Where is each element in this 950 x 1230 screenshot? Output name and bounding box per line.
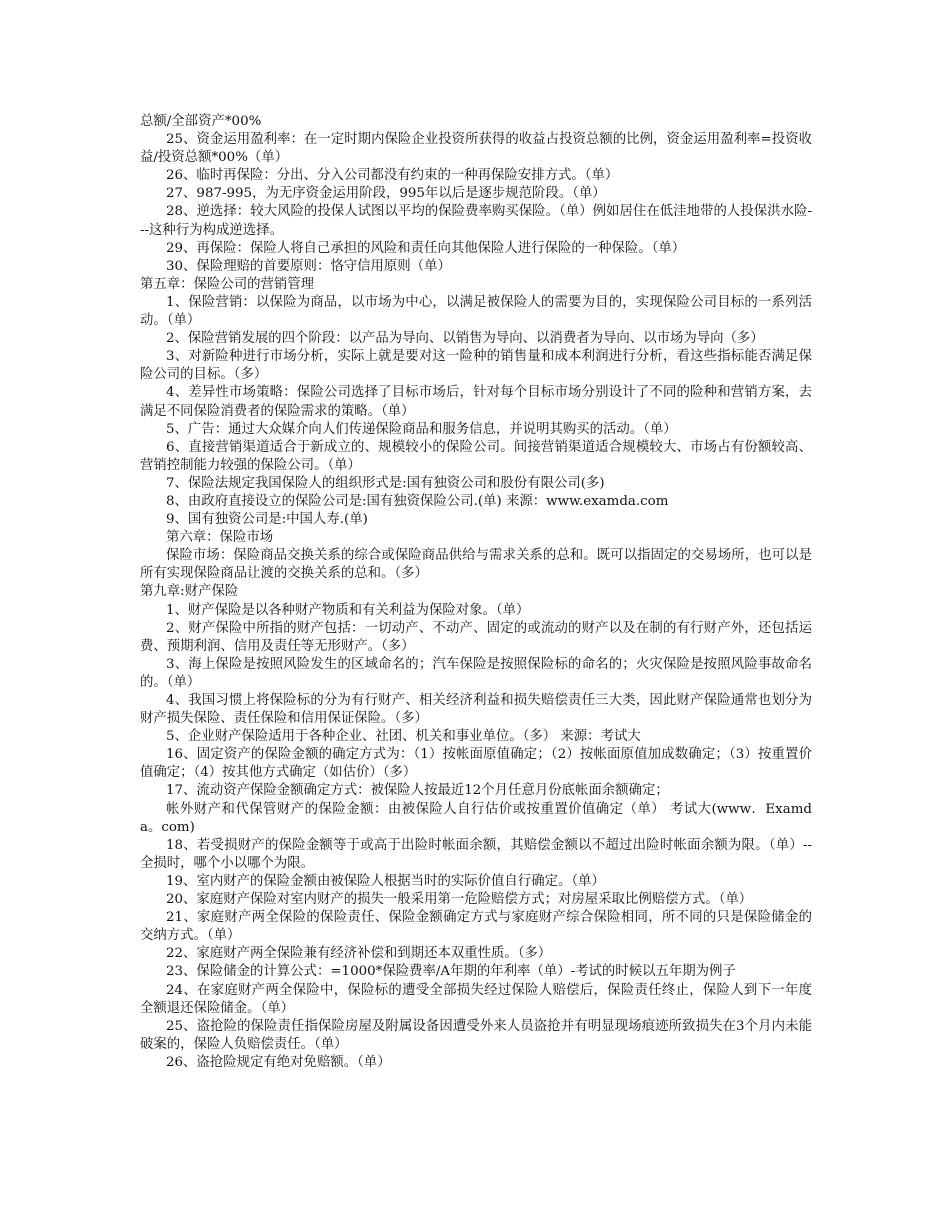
- text-line: 9、国有独资公司是:中国人寿.(单): [166, 512, 368, 528]
- text-line: 22、家庭财产两全保险兼有经济补偿和到期还本双重性质。（多）: [166, 946, 552, 962]
- text-line: 保险市场：保险商品交换关系的综合或保险商品供给与需求关系的总和。既可以指固定的交易场所，也可以是所有实现保险商品让渡的交换关系的总和。（多）: [140, 548, 812, 582]
- text-line: 3、海上保险是按照风险发生的区域命名的；汽车保险是按照保险标的命名的；火灾保险是按照风险事故命名的。（单）: [140, 656, 812, 690]
- text-line: 帐外财产和代保管财产的保险金额：由被保险人自行估价或按重置价值确定（单） 考试大(www．Examda。com): [140, 801, 812, 835]
- text-line: 26、盗抢险规定有绝对免赔额。（单）: [166, 1054, 391, 1070]
- text-line: 7、保险法规定我国保险人的组织形式是:国有独资公司和股份有限公司(多): [166, 475, 605, 491]
- text-line: 18、若受损财产的保险金额等于或高于出险时帐面余额，其赔偿金额以不超过出险时帐面余额为限。（单）--全损时，哪个小以哪个为限。: [140, 837, 812, 871]
- text-line: 19、室内财产的保险金额由被保险人根据当时的实际价值自行确定。（单）: [166, 873, 605, 889]
- text-line: 5、企业财产保险适用于各种企业、社团、机关和事业单位。（多） 来源：考试大: [166, 729, 641, 745]
- chapter-heading: 第五章：保险公司的营销管理: [140, 276, 315, 292]
- text-line: 23、保险储金的计算公式：=1000*保险费率/A年期的年利率（单）-考试的时候以五年期为例子: [166, 964, 736, 980]
- text-line: 1、保险营销：以保险为商品，以市场为中心，以满足被保险人的需要为目的，实现保险公司目标的一系列活动。（单）: [140, 294, 812, 329]
- text-line: 4、我国习惯上将保险标的分为有行财产、相关经济利益和损失赔偿责任三大类，因此财产保险通常也划分为财产损失保险、责任保险和信用保证保险。（多）: [140, 693, 812, 727]
- text-line: 16、固定资产的保险金额的确定方式为：（1）按帐面原值确定；（2）按帐面原值加成数确定；（3）按重置价值确定；（4）按其他方式确定（如估价）（多）: [140, 747, 812, 781]
- text-line: 8、由政府直接设立的保险公司是:国有独资保险公司.(单) 来源：www.examda.com: [166, 493, 669, 509]
- text-line: 24、在家庭财产两全保险中，保险标的遭受全部损失经过保险人赔偿后，保险责任终止，保险人到下一年度全额退还保险储金。（单）: [140, 982, 812, 1016]
- text-line: 2、保险营销发展的四个阶段：以产品为导向、以销售为导向、以消费者为导向、以市场为导向（多）: [166, 331, 764, 347]
- document-page: [140, 113, 812, 1072]
- text-line: 17、流动资产保险金额确定方式：被保险人按最近12个月任意月份底帐面余额确定；: [166, 783, 669, 799]
- text-line: 28、逆选择：较大风险的投保人试图以平均的保险费率购买保险。（单）例如居住在低洼地带的人投保洪水险---这种行为构成逆选择。: [140, 204, 812, 238]
- text-line: 27、987-995，为无序资金运用阶段，995年以后是逐步规范阶段。（单）: [166, 186, 606, 202]
- chapter-heading: 第六章：保险市场: [166, 530, 274, 546]
- text-line: 20、家庭财产保险对室内财产的损失一般采用第一危险赔偿方式；对房屋采取比例赔偿方式。（单）: [166, 892, 753, 908]
- chapter-heading: 第九章:财产保险: [140, 584, 239, 600]
- text-line: 25、盗抢险的保险责任指保险房屋及附属设备因遭受外来人员盗抢并有明显现场痕迹所致损失在3个月内未能破案的，保险人负赔偿责任。（单）: [140, 1018, 812, 1052]
- text-line: 3、对新险种进行市场分析，实际上就是要对这一险种的销售量和成本利润进行分析，看这些指标能否满足保险公司的目标。（多）: [140, 349, 812, 383]
- text-line: 4、差异性市场策略：保险公司选择了目标市场后，针对每个目标市场分别设计了不同的险种和营销方案，去满足不同保险消费者的保险需求的策略。（单）: [140, 385, 812, 419]
- text-line: 1、财产保险是以各种财产物质和有关利益为保险对象。（单）: [166, 602, 530, 618]
- text-line: 25、资金运用盈利率：在一定时期内保险企业投资所获得的收益占投资总额的比例，资金运用盈利率=投资收益/投资总额*00%（单）: [140, 132, 812, 166]
- text-line: 26、临时再保险：分出、分入公司都没有约束的一种再保险安排方式。（单）: [166, 168, 619, 184]
- text-line: 6、直接营销渠道适合于新成立的、规模较小的保险公司。间接营销渠道适合规模较大、市场占有份额较高、营销控制能力较强的保险公司。（单）: [140, 439, 812, 473]
- text-line: 21、家庭财产两全保险的保险责任、保险金额确定方式与家庭财产综合保险相同，所不同的只是保险储金的交纳方式。（单）: [140, 910, 812, 944]
- text-line: 30、保险理赔的首要原则：恪守信用原则（单）: [166, 258, 451, 274]
- text-line: 5、广告：通过大众媒介向人们传递保险商品和服务信息，并说明其购买的活动。（单）: [166, 421, 677, 437]
- text-line: 2、财产保险中所指的财产包括：一切动产、不动产、固定的或流动的财产以及在制的有行财产外，还包括运费、预期利润、信用及责任等无形财产。（多）: [140, 620, 812, 654]
- text-line: 总额/全部资产*00%: [140, 114, 262, 129]
- text-line: 29、再保险：保险人将自己承担的风险和责任向其他保险人进行保险的一种保险。（单）: [166, 240, 686, 256]
